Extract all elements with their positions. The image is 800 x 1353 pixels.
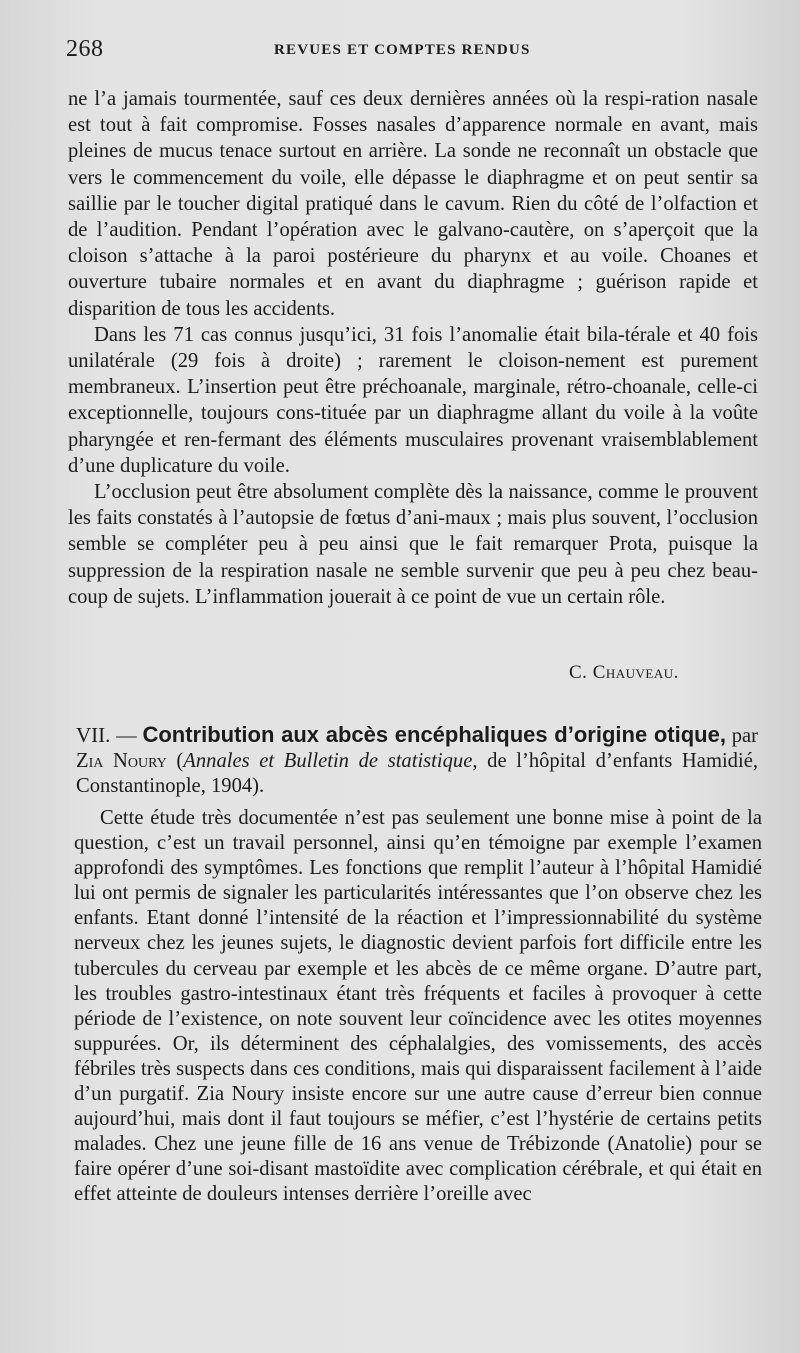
article-source: Annales et Bulletin de statistique, <box>183 750 478 772</box>
page-number: 268 <box>66 36 104 62</box>
article-author: Zia Noury <box>76 750 167 772</box>
article-title: Contribution aux abcès encéphaliques d’origine otique, <box>142 722 726 747</box>
signature-initial: C. <box>569 662 588 683</box>
article-heading <box>76 722 758 799</box>
article-by: par <box>731 725 758 747</box>
reviewer-signature <box>569 662 679 684</box>
article-open-paren: ( <box>176 750 184 772</box>
article-dash: — <box>116 725 137 747</box>
signature-name: Chauveau. <box>592 662 679 683</box>
article-number: VII. <box>76 723 111 747</box>
article-source-rest: de l’hôpital d’enfants Hamidié, Constantinople, 1904). <box>76 750 758 797</box>
paragraph: Dans les 71 cas connus jusqu’ici, 31 fois l’anomalie était bila-térale et 40 fois unilatérale (29 fois à droite) ; rarement le cloison-nement est purement membraneux. L’insertion peut être préchoanale, marginale, rétro-choanale, celle-ci exceptionnelle, toujours cons-tituée par un diaphragme allant du voile à la voûte pharyngée et ren-fermant des éléments musculaires provenant vraisemblablement d’une duplicature du voile. <box>68 323 758 477</box>
paragraph: L’occlusion peut être absolument complète dès la naissance, comme le prouvent les faits constatés à l’autopsie de fœtus d’ani-maux ; mais plus souvent, l’occlusion semble se compléter peu à peu ainsi que le fait remarquer Prota, puisque la suppression de la respiration nasale ne semble survenir que peu à peu chez beau-coup de sujets. L’inflammation jouerait à ce point de vue un certain rôle. <box>68 481 758 608</box>
article-body <box>74 806 762 1208</box>
paragraph: ne l’a jamais tourmentée, sauf ces deux dernières années où la respi-ration nasale est tout à fait compromise. Fosses nasales d’apparence normale en avant, mais pleines de mucus tenace surtout en arrière. La sonde ne reconnaît un obstacle que vers le commencement du voile, elle dépasse le diaphragme et on peut sentir sa saillie par le toucher digital pratiqué dans le cavum. Rien du côté de l’olfaction et de l’audition. Pendant l’opération avec le galvano-cautère, on s’aperçoit que la cloison s’attache à la paroi postérieure du pharynx et au voile. Choanes et ouverture tubaire normales et en avant du diaphragme ; guérison rapide et disparition de tous les accidents. <box>68 88 758 320</box>
previous-review-text <box>68 86 758 610</box>
paragraph: Cette étude très documentée n’est pas seulement une bonne mise à point de la question, c’est un travail personnel, ainsi qu’en témoigne par exemple l’examen approfondi des symptômes. Les fonctions que remplit l’auteur à l’hôpital Hamidié lui ont permis de signaler les particularités intéressantes que l’on observe chez les enfants. Etant donné l’intensité de la réaction et l’impressionnabilité du système nerveux chez les jeunes sujets, le diagnostic devient parfois fort difficile entre les tubercules du cerveau par exemple et les abcès de ce même organe. D’autre part, les troubles gastro-intestinaux étant très fréquents et faciles à provoquer à cette période de l’existence, on note souvent leur coïncidence avec les otites moyennes suppurées. Or, ils déterminent des céphalalgies, des vomissements, des accès fébriles très suspects dans ces conditions, mais qui disparaissent facilement à l’aide d’un purgatif. Zia Noury insiste encore sur une autre cause d’erreur bien connue aujourd’hui, mais dont il faut toujours se méfier, c’est l’hystérie de certains petits malades. Chez une jeune fille de 16 ans venue de Trébizonde (Anatolie) pour se faire opérer d’une soi-disant mastoïdite avec complication cérébrale, et qui était en effet atteinte de douleurs intenses derrière l’oreille avec <box>74 807 762 1206</box>
running-head: REVUES ET COMPTES RENDUS <box>274 42 531 58</box>
